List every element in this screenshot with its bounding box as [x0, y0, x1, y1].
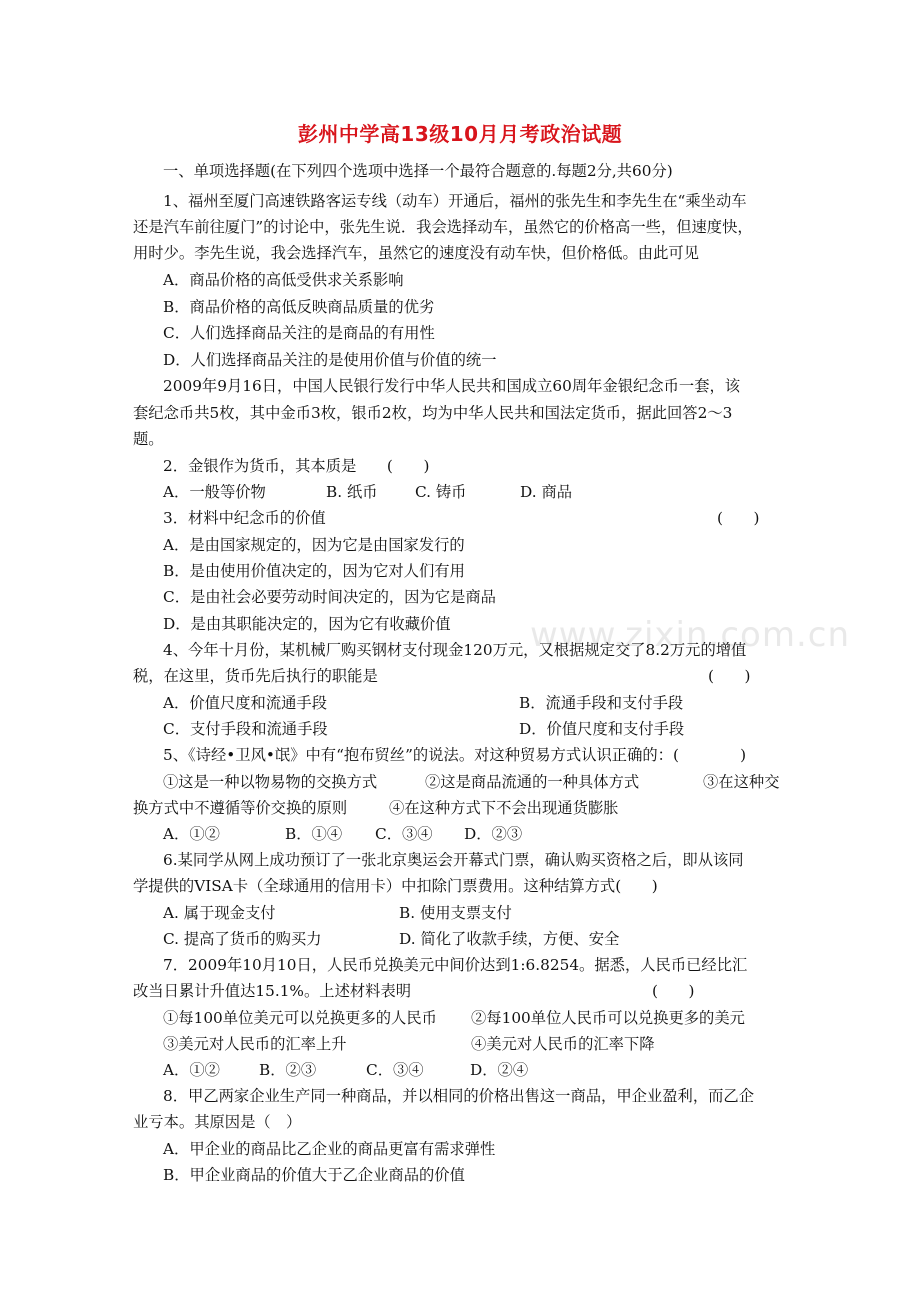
- q2-options: [163, 481, 823, 503]
- section-heading: 一、单项选择题(在下列四个选项中选择一个最符合题意的.每题2分,共60分): [163, 162, 673, 180]
- q5-statement-4: ④在这种方式下不会出现通货膨胀: [389, 799, 619, 817]
- q7-statement-4: ④美元对人民币的汇率下降: [471, 1035, 655, 1053]
- q4-options-row1: [163, 692, 823, 714]
- q4-option-a: A．价值尺度和流通手段: [163, 694, 328, 712]
- q2-option-a: A．一般等价物: [163, 483, 266, 501]
- q5-option-d: D．②③: [464, 825, 523, 843]
- q7-statement-3: ③美元对人民币的汇率上升: [163, 1035, 347, 1053]
- page-title: 彭州中学高13级10月月考政治试题: [297, 122, 623, 146]
- q3-answer-paren: ( ): [717, 509, 760, 527]
- q5-statement-3: ③在这种交: [703, 773, 780, 791]
- q5-option-b: B．①④: [285, 825, 343, 843]
- q6-option-c: C. 提高了货币的购买力: [163, 930, 322, 948]
- q3-stem-row: [163, 507, 823, 529]
- q5-statement-2: ②这是商品流通的一种具体方式: [425, 773, 640, 791]
- q3-option-c: C．是由社会必要劳动时间决定的，因为它是商品: [163, 588, 496, 606]
- q7-option-a: A．①②: [163, 1061, 220, 1079]
- q3-option-b: B．是由使用价值决定的，因为它对人们有用: [163, 562, 465, 580]
- q5-statements-row2: [133, 797, 793, 819]
- q8-stem-line1: 8．甲乙两家企业生产同一种商品，并以相同的价格出售这一商品，甲企业盈利，而乙企: [163, 1087, 755, 1105]
- q1-option-b: B．商品价格的高低反映商品质量的优劣: [163, 298, 435, 316]
- q4-options-row2: [163, 718, 823, 740]
- q4-stem-line2: 税，在这里，货币先后执行的职能是: [133, 667, 378, 685]
- material-line2: 套纪念币共5枚，其中金币3枚，银币2枚，均为中华人民共和国法定货币，据此回答2～3: [133, 404, 733, 422]
- material-line1: 2009年9月16日，中国人民银行发行中华人民共和国成立60周年金银纪念币一套，该: [163, 377, 741, 395]
- q7-statement-1: ①每100单位美元可以兑换更多的人民币: [163, 1009, 437, 1027]
- q8-option-b: B．甲企业商品的价值大于乙企业商品的价值: [163, 1166, 465, 1184]
- q7-statement-2: ②每100单位人民币可以兑换更多的美元: [471, 1009, 745, 1027]
- q6-option-a: A. 属于现金支付: [163, 904, 276, 922]
- q5-options: [163, 823, 823, 845]
- q4-answer-paren: ( ): [708, 667, 751, 685]
- q6-options-row1: [163, 902, 823, 924]
- q4-option-d: D．价值尺度和支付手段: [519, 720, 685, 738]
- q4-option-c: C．支付手段和流通手段: [163, 720, 328, 738]
- q1-stem-line1: 1、福州至厦门高速铁路客运专线（动车）开通后，福州的张先生和李先生在“乘坐动车: [163, 192, 747, 210]
- q1-option-c: C．人们选择商品关注的是商品的有用性: [163, 324, 435, 342]
- q3-option-d: D．是由其职能决定的，因为它有收藏价值: [163, 615, 451, 633]
- q8-option-a: A．甲企业的商品比乙企业的商品更富有需求弹性: [163, 1140, 496, 1158]
- q4-option-b: B．流通手段和支付手段: [519, 694, 684, 712]
- q6-options-row2: [163, 928, 823, 950]
- q5-stem: 5、《诗经•卫风•氓》中有“抱布贸丝”的说法。对这种贸易方式认识正确的：( ): [163, 746, 747, 764]
- q7-option-d: D．②④: [470, 1061, 529, 1079]
- q6-option-b: B. 使用支票支付: [399, 904, 512, 922]
- q2-option-c: C. 铸币: [415, 483, 467, 501]
- q4-stem-line1: 4、今年十月份，某机械厂购买钢材支付现金120万元，又根据规定交了8.2万元的增值: [163, 641, 747, 659]
- q6-stem-line1: 6.某同学从网上成功预订了一张北京奥运会开幕式门票，确认购买资格之后，即从该同: [163, 851, 744, 869]
- material-line3: 题。: [133, 430, 164, 448]
- q1-option-d: D．人们选择商品关注的是使用价值与价值的统一: [163, 351, 497, 369]
- q2-option-d: D. 商品: [520, 483, 573, 501]
- q5-option-a: A．①②: [163, 825, 220, 843]
- q8-stem-line2: 业亏本。其原因是（ ）: [133, 1113, 302, 1131]
- q2-stem: 2．金银作为货币，其本质是 ( ): [163, 457, 430, 475]
- q2-option-b: B. 纸币: [326, 483, 378, 501]
- q5-option-c: C．③④: [375, 825, 433, 843]
- q1-stem-line2: 还是汽车前往厦门”的讨论中，张先生说．我会选择动车，虽然它的价格高一些，但速度快，: [133, 218, 753, 236]
- q7-statements-row1: [163, 1007, 823, 1029]
- q7-option-b: B．②③: [259, 1061, 317, 1079]
- q3-option-a: A．是由国家规定的，因为它是由国家发行的: [163, 536, 465, 554]
- q7-answer-paren: ( ): [652, 982, 695, 1000]
- q4-stem-row2: [133, 665, 793, 687]
- q6-stem-line2: 学提供的VISA卡（全球通用的信用卡）中扣除门票费用。这种结算方式( ): [133, 877, 658, 895]
- watermark: www.zixin.com.cn: [530, 615, 850, 655]
- q5-statement-1: ①这是一种以物易物的交换方式: [163, 773, 378, 791]
- q1-option-a: A．商品价格的高低受供求关系影响: [163, 271, 404, 289]
- q1-stem-line3: 用时少。李先生说，我会选择汽车，虽然它的速度没有动车快，但价格低。由此可见: [133, 244, 699, 262]
- q6-option-d: D. 简化了收款手续，方便、安全: [399, 930, 620, 948]
- q7-stem-line2: 改当日累计升值达15.1%。上述材料表明: [133, 982, 412, 1000]
- q5-statement-3-cont: 换方式中不遵循等价交换的原则: [133, 799, 348, 817]
- q3-stem: 3．材料中纪念币的价值: [163, 509, 326, 527]
- q7-stem-line1: 7．2009年10月10日，人民币兑换美元中间价达到1:6.8254。据悉，人民币已经比汇: [163, 956, 748, 974]
- q5-statements-row1: [163, 771, 823, 793]
- q7-options: [163, 1059, 823, 1081]
- q7-option-c: C．③④: [366, 1061, 424, 1079]
- q7-statements-row2: [163, 1033, 823, 1055]
- q7-stem-row2: [133, 980, 793, 1002]
